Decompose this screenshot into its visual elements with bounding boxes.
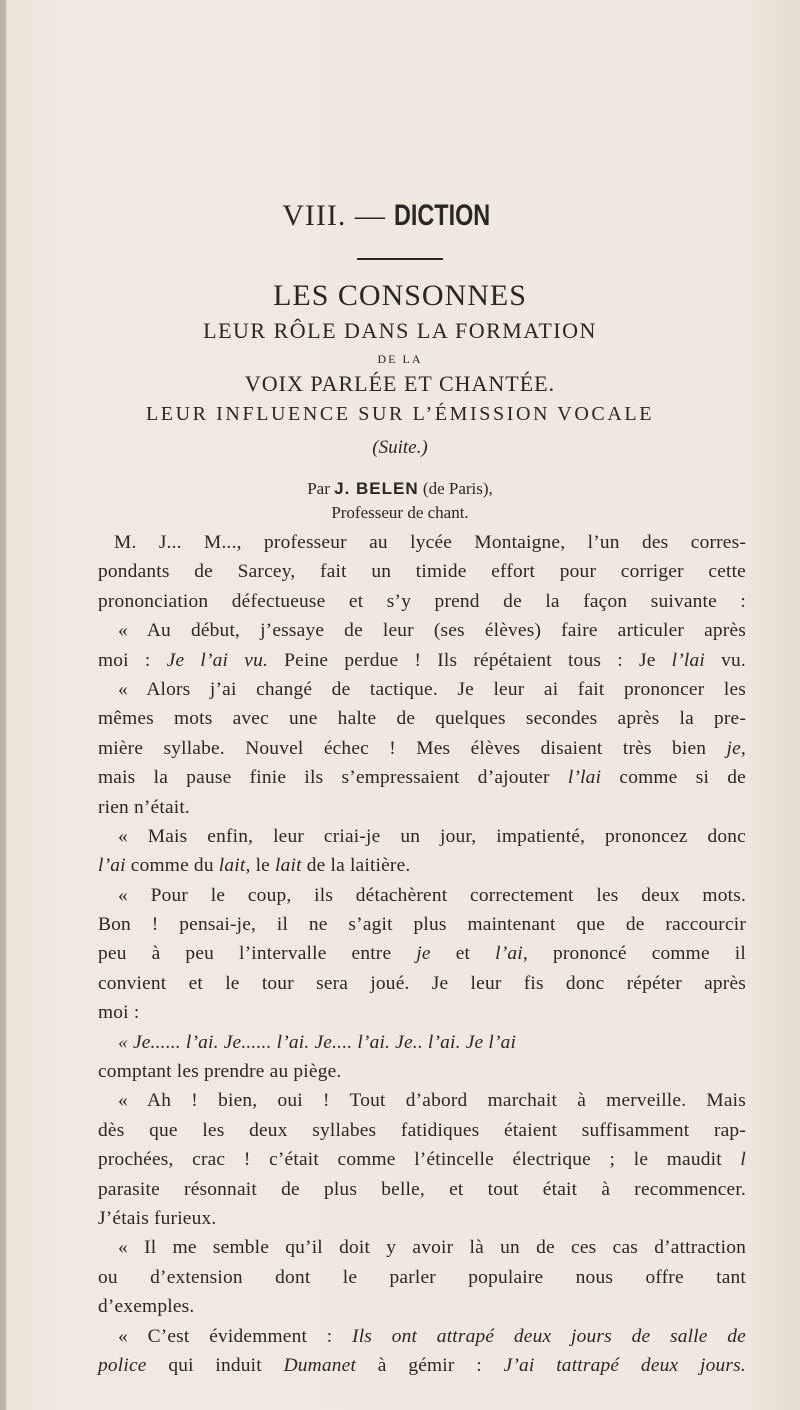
text-line: J’étais furieux. bbox=[98, 1207, 217, 1229]
text-line: M. J... M..., professeur au lycée Montaigne, l’un des corres- bbox=[114, 532, 746, 553]
author-role: Professeur de chant. bbox=[331, 503, 469, 522]
author-line bbox=[0, 477, 800, 501]
text-line: comptant les prendre au piège. bbox=[98, 1061, 342, 1083]
article-title: LES CONSONNES bbox=[273, 279, 527, 312]
text-line: prochées, crac ! c’était comme l’étincelle électrique ; le maudit l bbox=[98, 1149, 746, 1171]
text-line: « Je...... l’ai. Je...... l’ai. Je.... l’ai. Je.. l’ai. Je l’ai bbox=[118, 1031, 517, 1053]
text-line: Bon ! pensai-je, il ne s’agit plus maintenant que de raccourcir bbox=[98, 914, 746, 936]
text-line: d’exemples. bbox=[98, 1296, 195, 1318]
text-line: l’ai comme du lait, le lait de la laitière. bbox=[98, 855, 411, 877]
chapter-title bbox=[0, 196, 800, 236]
article-subtitle-3: VOIX PARLÉE ET CHANTÉE. bbox=[244, 371, 556, 396]
text-line: pondants de Sarcey, fait un timide effort pour corriger cette bbox=[98, 561, 746, 583]
author-name: J. BELEN bbox=[334, 479, 419, 498]
text-line: moi : bbox=[98, 1002, 140, 1024]
text-line: police qui induit Dumanet à gémir : J’ai tattrapé deux jours. bbox=[98, 1354, 746, 1376]
text-line: dès que les deux syllabes fatidiques étaient suffisamment rap- bbox=[98, 1119, 746, 1141]
text-line: « Au début, j’essaye de leur (ses élèves) faire articuler après bbox=[118, 620, 746, 642]
text-line: « C’est évidemment : Ils ont attrapé deux jours de salle de bbox=[118, 1325, 746, 1347]
text-line: « Alors j’ai changé de tactique. Je leur ai fait prononcer les bbox=[118, 678, 746, 700]
text-line: « Mais enfin, leur criai-je un jour, impatienté, prononcez donc bbox=[118, 825, 746, 847]
text-line: « Ah ! bien, oui ! Tout d’abord marchait à merveille. Mais bbox=[118, 1090, 746, 1112]
article-subtitle-1: LEUR RÔLE DANS LA FORMATION bbox=[203, 318, 597, 343]
text-line: convient et le tour sera joué. Je leur fis donc répéter après bbox=[98, 972, 746, 994]
author-origin: (de Paris), bbox=[422, 479, 493, 498]
continued-note: (Suite.) bbox=[372, 437, 428, 458]
text-line: ou d’extension dont le parler populaire nous offre tant bbox=[98, 1266, 746, 1288]
text-line: parasite résonnait de plus belle, et tout était à recommencer. bbox=[98, 1178, 746, 1200]
text-line: mêmes mots avec une halte de quelques secondes après la pre- bbox=[98, 708, 746, 730]
text-line: moi : Je l’ai vu. Peine perdue ! Ils répétaient tous : Je l’lai vu. bbox=[98, 649, 746, 671]
text-line: prononciation défectueuse et s’y prend de la façon suivante : bbox=[98, 590, 746, 612]
title-divider bbox=[357, 258, 443, 260]
text-line: mais la pause finie ils s’empressaient d’ajouter l’lai comme si de bbox=[98, 767, 746, 789]
article-subtitle-4: LEUR INFLUENCE SUR L’ÉMISSION VOCALE bbox=[145, 403, 655, 425]
author-prefix: Par bbox=[307, 479, 330, 498]
article-body bbox=[98, 528, 746, 1380]
chapter-header bbox=[0, 196, 800, 525]
text-line: « Pour le coup, ils détachèrent correctement les deux mots. bbox=[118, 884, 746, 906]
article-subtitle-2: DE LA bbox=[377, 352, 423, 366]
chapter-name: DICTION bbox=[394, 199, 491, 232]
chapter-number: VIII. — bbox=[282, 199, 386, 232]
text-line: « Il me semble qu’il doit y avoir là un de ces cas d’attraction bbox=[118, 1237, 746, 1259]
text-line: mière syllabe. Nouvel échec ! Mes élèves disaient très bien je, bbox=[98, 737, 746, 759]
text-line: peu à peu l’intervalle entre je et l’ai, prononcé comme il bbox=[98, 943, 746, 965]
text-line: rien n’était. bbox=[98, 796, 190, 818]
